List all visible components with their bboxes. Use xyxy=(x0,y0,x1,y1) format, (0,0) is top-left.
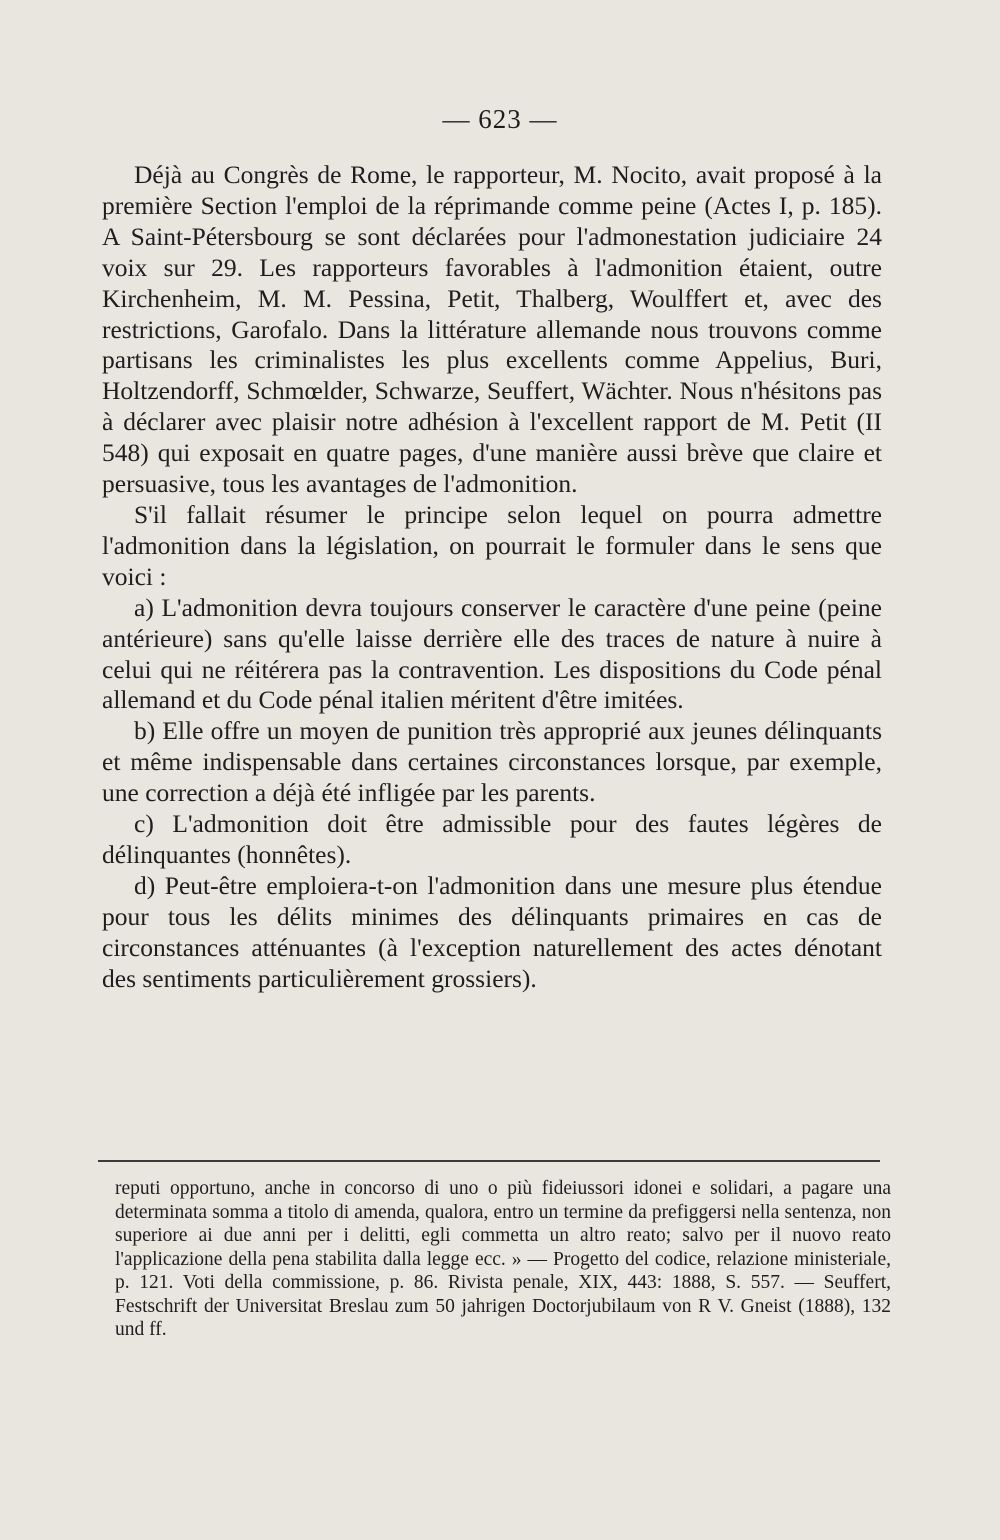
paragraph-point-d: d) Peut-être emploiera-t-on l'admonition dans une mesure plus étendue pour tous les délits minimes des délinquants primaires en cas de circonstances atténuantes (à l'exception naturellement des actes dénotant des sentiments particulièrement grossiers). xyxy=(102,870,882,993)
page-number: — 623 — xyxy=(442,104,558,134)
paragraph-point-b: b) Elle offre un moyen de punition très approprié aux jeunes délinquants et même indispensable dans certaines circonstances lorsque, par exemple, une correction a déjà été infligée par les parents. xyxy=(102,716,882,808)
paragraph-point-c: c) L'admonition doit être admissible pour des fautes légères de délinquantes (honnêtes). xyxy=(102,809,882,869)
footnote-text: reputi opportuno, anche in concorso di uno o più fideiussori idonei e solidari, a pagare una determinata somma a titolo di amenda, qualora, entro un termine da prefiggersi nella sentenza, non superiore ai due anni per i delitti, egli commetta un altro reato; salvo per il nuovo reato l'applicazione della pena stabilita dalla legge ecc. » — Progetto del codice, relazione ministeriale, p. 121. Voti della commissione, p. 86. Rivista penale, XIX, 443: 1888, S. 557. — Seuffert, Festschrift der Universitat Breslau zum 50 jahrigen Doctorjubilaum von R V. Gneist (1888), 132 und ff. xyxy=(115,1178,891,1340)
paragraph-point-a: a) L'admonition devra toujours conserver le caractère d'une peine (peine antérieure) sans qu'elle laisse derrière elle des traces de nature à nuire à celui qui ne réitérera pas la contravention. Les dispositions du Code pénal allemand et du Code pénal italien méritent d'être imitées. xyxy=(102,592,882,715)
footnote-divider xyxy=(98,1160,880,1162)
paragraph-supporters: Déjà au Congrès de Rome, le rapporteur, M. Nocito, avait proposé à la première Section l'emploi de la réprimande comme peine (Actes I, p. 185). A Saint-Pétersbourg se sont déclarées pour l'admonestation judiciaire 24 voix sur 29. Les rapporteurs favorables à l'admonition étaient, outre Kirchenheim, M. M. Pessina, Petit, Thalberg, Woulffert et, avec des restrictions, Garofalo. Dans la littérature allemande nous trouvons comme partisans les criminalistes les plus excellents comme Appelius, Buri, Holtzendorff, Schmœlder, Schwarze, Seuffert, Wächter. Nous n'hésitons pas à déclarer avec plaisir notre adhésion à l'excellent rapport de M. Petit (II 548) qui exposait en quatre pages, d'une manière aussi brève que claire et persuasive, tous les avantages de l'admonition. xyxy=(102,160,882,499)
paragraph-principle: S'il fallait résumer le principe selon lequel on pourra admettre l'admonition dans la législation, on pourrait le formuler dans le sens que voici : xyxy=(102,499,882,591)
main-text xyxy=(102,160,882,994)
footnote xyxy=(115,1177,891,1342)
